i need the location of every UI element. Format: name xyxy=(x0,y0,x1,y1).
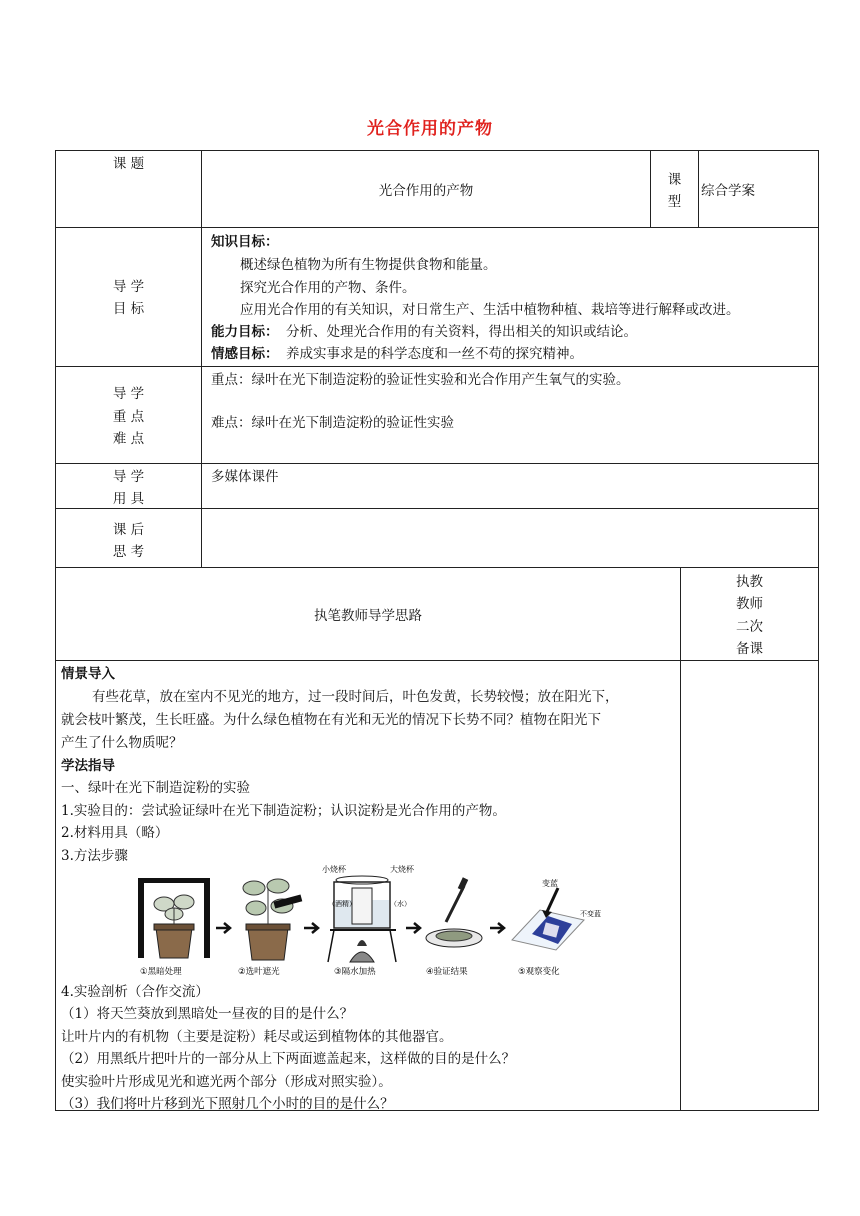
method-heading: 学法指导 xyxy=(61,758,115,774)
dark-treatment-illustration xyxy=(138,878,210,958)
ability-heading: 能力目标： xyxy=(211,324,279,340)
ability-text: 分析、处理光合作用的有关资料，得出相关的知识或结论。 xyxy=(286,324,637,340)
analysis-line: 4.实验剖析（合作交流） xyxy=(61,984,209,1000)
body-line: 一、绿叶在光下制造淀粉的实验 xyxy=(61,780,250,796)
difficult-point: 难点：绿叶在光下制造淀粉的验证性实验 xyxy=(211,415,454,431)
emotion-heading: 情感目标： xyxy=(211,346,279,362)
guide-header: 执笔教师导学思路 xyxy=(314,608,422,624)
focus-label-1: 导 学 xyxy=(112,386,145,402)
figure-caption: ③隔水加热 xyxy=(334,967,376,977)
figure-caption: ④验证结果 xyxy=(426,967,468,977)
analysis-line: 使实验叶片形成见光和遮光两个部分（形成对照实验）。 xyxy=(61,1074,392,1090)
knowledge-heading: 知识目标： xyxy=(211,234,279,250)
guide-side-label: 备课 xyxy=(736,641,763,657)
tools-label-1: 导 学 xyxy=(112,469,145,485)
figure-caption: ⑤观察变化 xyxy=(518,967,560,977)
experiment-steps-figure xyxy=(128,858,601,980)
type-value: 综合学案 xyxy=(701,183,755,199)
analysis-line: （1）将天竺葵放到黑暗处一昼夜的目的是什么？ xyxy=(61,1006,354,1022)
reflection-label-2: 思 考 xyxy=(112,544,145,560)
body-line: 2.材料用具（略） xyxy=(61,825,169,841)
water-label: （水） xyxy=(390,900,411,908)
tools-label-2: 用 具 xyxy=(112,491,145,507)
knowledge-item: 概述绿色植物为所有生物提供食物和能量。 xyxy=(240,257,497,273)
document-title: 光合作用的产物 xyxy=(367,119,493,139)
leaf-cover-illustration xyxy=(243,879,302,960)
guide-side-label: 二次 xyxy=(736,619,763,635)
observe-change-illustration xyxy=(512,878,601,950)
scene-line: 有些花草，放在室内不见光的地方，过一段时间后，叶色发黄，长势较慢；放在阳光下， xyxy=(92,689,619,705)
body-line: 3.方法步骤 xyxy=(61,848,128,864)
blue-label: 变蓝 xyxy=(542,879,558,888)
goals-label-1: 导 学 xyxy=(112,279,145,295)
figure-caption: ①黑暗处理 xyxy=(140,967,182,977)
analysis-line: 让叶片内的有机物（主要是淀粉）耗尽或运到植物体的其他器官。 xyxy=(61,1029,453,1045)
not-blue-label: 不变蓝 xyxy=(580,910,601,918)
figure-caption: ②选叶遮光 xyxy=(238,967,280,977)
scene-line: 就会枝叶繁茂，生长旺盛。为什么绿色植物在有光和无光的情况下长势不同？植物在阳光下 xyxy=(61,712,601,728)
iodine-test-illustration xyxy=(426,877,482,947)
goals-label-2: 目 标 xyxy=(112,301,145,317)
focus-label-2: 重 点 xyxy=(112,409,145,425)
emotion-text: 养成实事求是的科学态度和一丝不苟的探究精神。 xyxy=(286,346,583,362)
body-line: 1.实验目的：尝试验证绿叶在光下制造淀粉；认识淀粉是光合作用的产物。 xyxy=(61,803,506,819)
analysis-line: （3）我们将叶片移到光下照射几个小时的目的是什么？ xyxy=(61,1096,394,1112)
big-beaker-label: 大烧杯 xyxy=(390,865,414,874)
alcohol-label: （酒精） xyxy=(328,900,356,908)
knowledge-item: 应用光合作用的有关知识，对日常生产、生活中植物种植、栽培等进行解释或改进。 xyxy=(240,302,740,318)
small-beaker-label: 小烧杯 xyxy=(322,865,346,874)
focus-label-3: 难 点 xyxy=(112,431,145,447)
knowledge-item: 探究光合作用的产物、条件。 xyxy=(240,280,416,296)
type-label-2: 型 xyxy=(667,194,682,210)
topic-label: 课 题 xyxy=(112,156,145,172)
reflection-label-1: 课 后 xyxy=(112,522,145,538)
key-point: 重点：绿叶在光下制造淀粉的验证性实验和光合作用产生氧气的实验。 xyxy=(211,372,630,388)
scene-heading: 情景导入 xyxy=(61,666,115,682)
tools-value: 多媒体课件 xyxy=(211,469,279,485)
scene-line: 产生了什么物质呢？ xyxy=(61,735,183,751)
analysis-line: （2）用黑纸片把叶片的一部分从上下两面遮盖起来，这样做的目的是什么？ xyxy=(61,1051,516,1067)
guide-side-label: 执教 xyxy=(736,574,763,590)
water-bath-illustration xyxy=(322,864,415,962)
type-label-1: 课 xyxy=(667,172,682,188)
topic-value: 光合作用的产物 xyxy=(378,183,474,199)
guide-side-label: 教师 xyxy=(736,596,763,612)
